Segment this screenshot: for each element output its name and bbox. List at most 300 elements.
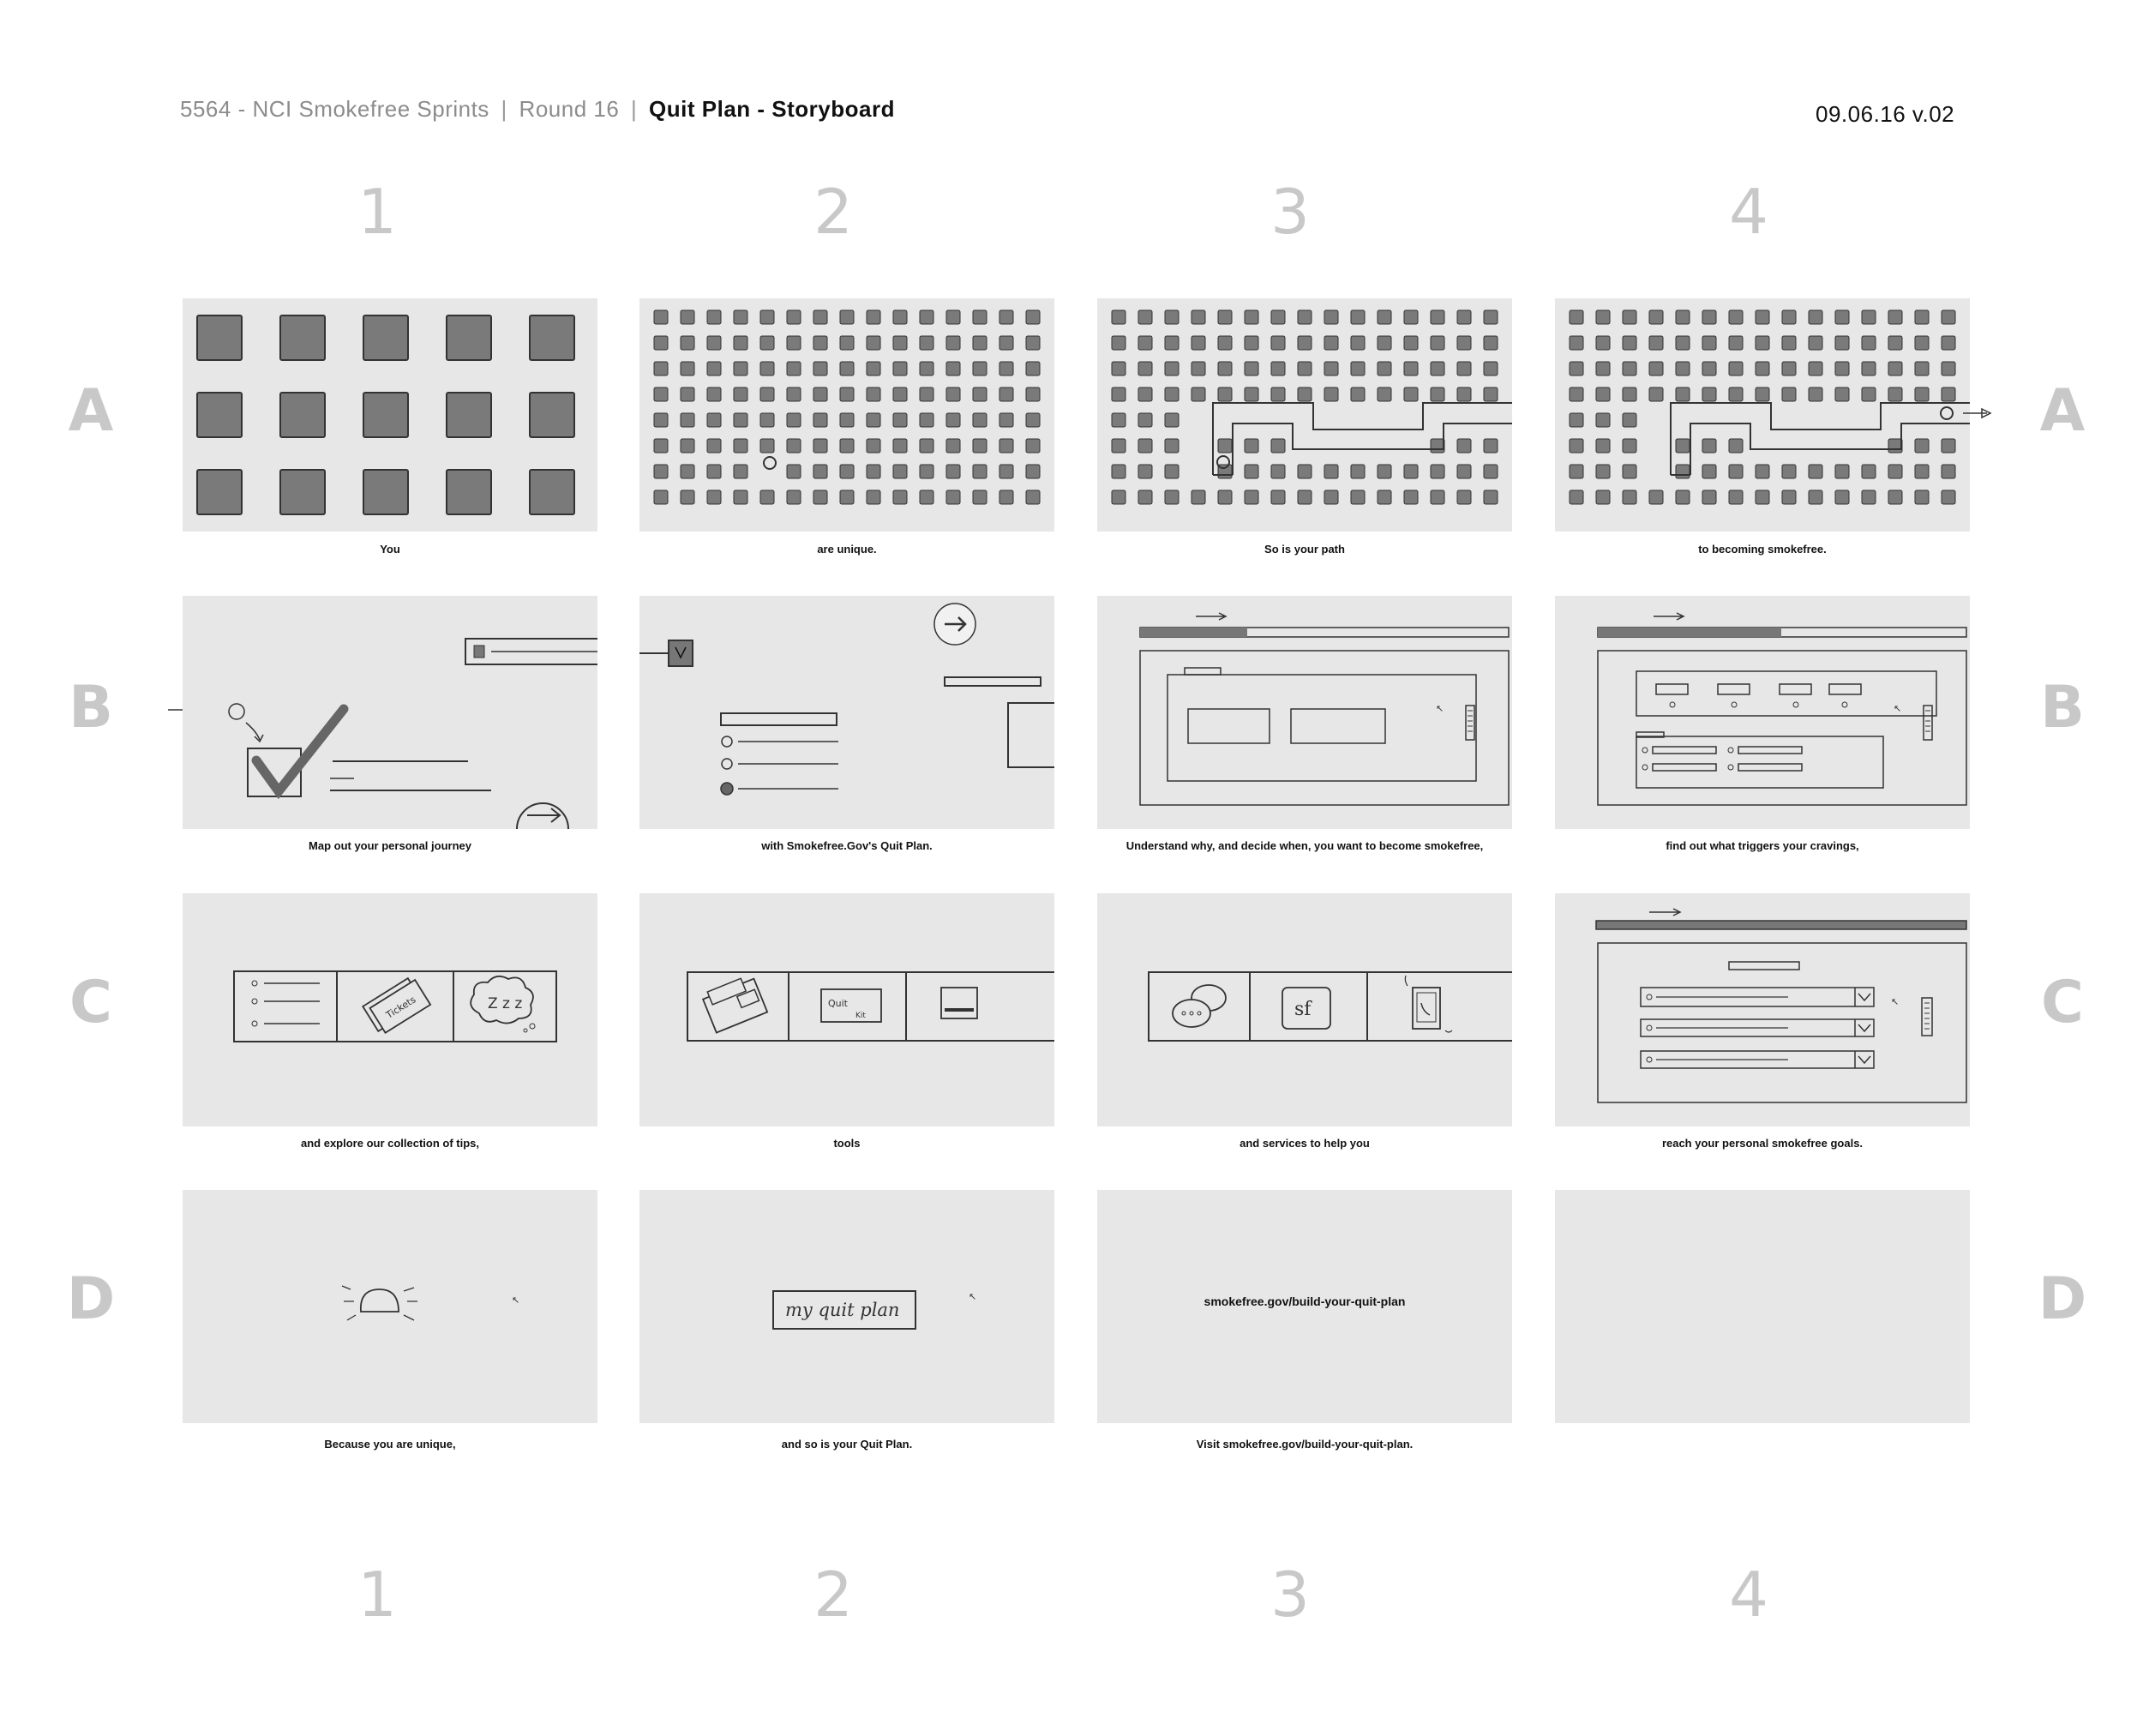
grid-square <box>1570 310 1583 324</box>
grid-square <box>1623 439 1636 453</box>
grid-square <box>1676 362 1690 375</box>
grid-square <box>999 310 1013 324</box>
laptop-screen-icon <box>941 988 977 1018</box>
row-label-A: A <box>68 377 114 445</box>
small-squares-grid <box>639 298 1054 532</box>
grid-square <box>1862 490 1876 504</box>
grid-square <box>1942 336 1955 350</box>
quit-kit-label-2: Kit <box>855 1012 866 1020</box>
grid-square <box>1271 336 1285 350</box>
grid-square <box>946 439 960 453</box>
grid-square <box>973 310 987 324</box>
grid-square <box>920 336 933 350</box>
grid-square <box>1782 465 1796 478</box>
grid-square <box>1702 387 1716 401</box>
grid-square <box>1702 465 1716 478</box>
grid-square <box>1649 490 1663 504</box>
grid-square <box>1835 387 1849 401</box>
grid-square <box>1942 439 1955 453</box>
panel-B3 <box>1097 596 1512 829</box>
grid-square <box>973 439 987 453</box>
grid-square <box>1218 362 1232 375</box>
grid-square <box>1378 336 1391 350</box>
grid-square <box>1192 490 1205 504</box>
grid-square <box>447 315 491 360</box>
side-card <box>1008 703 1054 767</box>
quit-kit-icon <box>821 989 881 1022</box>
path-squares-grid <box>1555 298 1970 532</box>
tickets-label: Tickets <box>384 994 418 1021</box>
grid-square <box>707 465 721 478</box>
panel-A1 <box>183 298 597 532</box>
grid-square <box>760 439 774 453</box>
grid-square <box>1112 413 1126 427</box>
grid-square <box>681 465 694 478</box>
panel-D4 <box>1555 1190 1970 1423</box>
grid-square <box>1756 490 1769 504</box>
grid-square <box>787 413 801 427</box>
grid-square <box>707 310 721 324</box>
grid-square <box>1271 310 1285 324</box>
grid-square <box>1112 310 1126 324</box>
round-label: Round 16 <box>519 96 620 122</box>
grid-square <box>999 413 1013 427</box>
grid-square <box>1138 310 1152 324</box>
grid-square <box>1676 336 1690 350</box>
grid-square <box>1138 362 1152 375</box>
grid-square <box>654 413 668 427</box>
grid-square <box>1457 336 1471 350</box>
grid-square <box>1026 362 1040 375</box>
grid-square <box>1782 490 1796 504</box>
grid-square <box>1809 336 1822 350</box>
list-icon <box>252 981 320 1026</box>
grid-square <box>1165 387 1179 401</box>
panel-C4 <box>1555 893 1970 1126</box>
grid-square <box>840 490 854 504</box>
grid-square <box>1351 465 1365 478</box>
grid-square <box>1570 413 1583 427</box>
grid-square <box>734 310 747 324</box>
grid-square <box>1026 413 1040 427</box>
grid-square <box>760 387 774 401</box>
grid-square <box>787 465 801 478</box>
grid-square <box>1756 336 1769 350</box>
path-squares-grid <box>1097 298 1512 532</box>
grid-square <box>920 439 933 453</box>
goal-dropdown <box>1641 988 1874 1006</box>
grid-square <box>1729 387 1743 401</box>
tools-carousel-sketch <box>639 893 1054 1126</box>
progress-fill <box>1598 628 1781 637</box>
grid-square <box>787 310 801 324</box>
grid-square <box>1298 362 1312 375</box>
grid-square <box>1596 413 1610 427</box>
checklist-sketch <box>183 596 597 829</box>
cursor-dot-icon <box>229 704 244 719</box>
caption-A1: You <box>380 543 400 556</box>
grid-square <box>1782 362 1796 375</box>
services-carousel-sketch <box>1097 893 1512 1126</box>
goal-dropdown <box>1641 1051 1874 1068</box>
grid-square <box>867 413 880 427</box>
grid-square <box>1676 465 1690 478</box>
grid-square <box>1649 387 1663 401</box>
grid-square <box>654 362 668 375</box>
grid-square <box>1026 387 1040 401</box>
grid-square <box>1862 465 1876 478</box>
grid-square <box>654 387 668 401</box>
grid-square <box>1484 490 1498 504</box>
grid-square <box>1112 387 1126 401</box>
grid-square <box>1835 310 1849 324</box>
grid-square <box>363 315 408 360</box>
grid-square <box>813 490 827 504</box>
grid-square <box>1596 387 1610 401</box>
grid-square <box>999 387 1013 401</box>
grid-square <box>1026 310 1040 324</box>
grid-square <box>1112 439 1126 453</box>
grid-square <box>973 336 987 350</box>
grid-square <box>1942 465 1955 478</box>
grid-square <box>1298 465 1312 478</box>
grid-square <box>1404 465 1418 478</box>
grid-square <box>999 465 1013 478</box>
grid-square <box>1570 362 1583 375</box>
grid-square <box>1138 413 1152 427</box>
grid-square <box>197 315 242 360</box>
row-label-D-right: D <box>2038 1265 2087 1333</box>
grid-square <box>1431 336 1444 350</box>
grid-square <box>813 439 827 453</box>
grid-square <box>197 470 242 514</box>
grid-square <box>813 310 827 324</box>
wallet-icon <box>701 974 767 1032</box>
grid-square <box>1623 465 1636 478</box>
goals-heading <box>1729 962 1799 970</box>
grid-square <box>813 362 827 375</box>
caption-B4: find out what triggers your cravings, <box>1666 839 1859 852</box>
column-label-3-bottom: 3 <box>1270 1559 1310 1631</box>
grid-square <box>734 336 747 350</box>
grid-square <box>1192 310 1205 324</box>
grid-square <box>867 387 880 401</box>
grid-square <box>920 413 933 427</box>
grid-square <box>1457 439 1471 453</box>
grid-square <box>681 310 694 324</box>
grid-square <box>840 439 854 453</box>
arrow-right-icon <box>1196 613 1226 620</box>
grid-square <box>1942 362 1955 375</box>
grid-square <box>1782 336 1796 350</box>
date-version: 09.06.16 v.02 <box>1816 101 1955 127</box>
grid-square <box>280 393 325 437</box>
grid-square <box>1324 465 1338 478</box>
grid-square <box>1165 310 1179 324</box>
grid-square <box>734 362 747 375</box>
grid-square <box>1138 387 1152 401</box>
project-name: 5564 - NCI Smokefree Sprints <box>180 96 489 122</box>
grid-square <box>920 310 933 324</box>
caption-B3: Understand why, and decide when, you want to become smokefree, <box>1126 839 1484 852</box>
grid-square <box>1138 490 1152 504</box>
grid-square <box>681 490 694 504</box>
grid-square <box>654 336 668 350</box>
grid-square <box>840 387 854 401</box>
scroll-handle <box>1922 998 1932 1036</box>
grid-square <box>1623 387 1636 401</box>
caption-C2: tools <box>833 1137 861 1150</box>
grid-square <box>1676 310 1690 324</box>
grid-square <box>1676 439 1690 453</box>
grid-square <box>1888 310 1902 324</box>
grid-square <box>681 362 694 375</box>
grid-square <box>787 336 801 350</box>
grid-square <box>197 393 242 437</box>
arrow-right-icon <box>1649 909 1680 916</box>
grid-square <box>1915 310 1929 324</box>
grid-square <box>1324 310 1338 324</box>
grid-square <box>893 413 907 427</box>
grid-square <box>813 465 827 478</box>
grid-square <box>280 470 325 514</box>
grid-square <box>1623 310 1636 324</box>
radio-selected-icon <box>721 783 733 795</box>
header-separator: | <box>501 96 507 122</box>
grid-square <box>1404 362 1418 375</box>
grid-square <box>1404 310 1418 324</box>
column-label-4-bottom: 4 <box>1729 1559 1768 1631</box>
grid-square <box>1457 387 1471 401</box>
panel-C1 <box>183 893 597 1126</box>
grid-square <box>1324 490 1338 504</box>
radio-option-icon <box>722 759 732 769</box>
grid-square <box>999 439 1013 453</box>
grid-square <box>760 413 774 427</box>
grid-square <box>1112 336 1126 350</box>
grid-square <box>1756 362 1769 375</box>
sf-logo-icon <box>1282 988 1330 1029</box>
grid-square <box>530 393 574 437</box>
cursor-icon: ↖ <box>1436 703 1444 714</box>
grid-square <box>1862 387 1876 401</box>
chevron-down-icon <box>1858 1056 1870 1063</box>
grid-square <box>1835 490 1849 504</box>
grid-square <box>1915 336 1929 350</box>
grid-square <box>973 490 987 504</box>
my-quit-plan-text: my quit plan <box>785 1300 900 1320</box>
modal-frame <box>1140 651 1509 805</box>
grid-square <box>813 336 827 350</box>
grid-square <box>1271 465 1285 478</box>
grid-square <box>1404 490 1418 504</box>
grid-square <box>1484 362 1498 375</box>
grid-square <box>530 470 574 514</box>
grid-square <box>920 387 933 401</box>
progress-bar-complete <box>1596 921 1966 929</box>
grid-square <box>1378 465 1391 478</box>
grid-square <box>1165 439 1179 453</box>
grid-square <box>1351 336 1365 350</box>
grid-square <box>840 362 854 375</box>
grid-square <box>654 439 668 453</box>
grid-square <box>840 413 854 427</box>
grid-square <box>1431 310 1444 324</box>
grid-square <box>1942 490 1955 504</box>
chevron-down-icon <box>1858 1024 1870 1031</box>
grid-square <box>840 310 854 324</box>
grid-square <box>1378 387 1391 401</box>
grid-square <box>1888 362 1902 375</box>
grid-square <box>1596 362 1610 375</box>
grid-square <box>1245 362 1258 375</box>
panel-B4 <box>1555 596 1970 829</box>
grid-square <box>1245 465 1258 478</box>
grid-square <box>734 465 747 478</box>
grid-square <box>893 490 907 504</box>
grid-square <box>1623 362 1636 375</box>
grid-square <box>1809 310 1822 324</box>
grid-square <box>707 490 721 504</box>
grid-square <box>1112 465 1126 478</box>
grid-square <box>893 336 907 350</box>
grid-square <box>1271 439 1285 453</box>
grid-square <box>447 393 491 437</box>
grid-square <box>1271 387 1285 401</box>
column-label-3: 3 <box>1270 176 1310 248</box>
panel-A2 <box>639 298 1054 532</box>
grid-square <box>1431 490 1444 504</box>
grid-square <box>813 387 827 401</box>
grid-square <box>999 336 1013 350</box>
caption-C3: and services to help you <box>1240 1137 1370 1150</box>
grid-square <box>1218 387 1232 401</box>
grid-square <box>1271 490 1285 504</box>
grid-square <box>1729 465 1743 478</box>
grid-square <box>973 362 987 375</box>
grid-square <box>1570 336 1583 350</box>
grid-square <box>813 413 827 427</box>
grid-square <box>1915 387 1929 401</box>
grid-square <box>1570 490 1583 504</box>
panel-A4 <box>1555 298 1970 532</box>
panel-D1 <box>183 1190 597 1423</box>
grid-square <box>1649 336 1663 350</box>
grid-square <box>681 413 694 427</box>
grid-square <box>946 465 960 478</box>
grid-square <box>867 362 880 375</box>
grid-square <box>1702 336 1716 350</box>
grid-square <box>1570 387 1583 401</box>
my-quit-plan-sketch <box>639 1190 1054 1423</box>
grid-square <box>363 470 408 514</box>
grid-square <box>707 439 721 453</box>
grid-square <box>867 490 880 504</box>
grid-square <box>1457 465 1471 478</box>
glowing-dot-sketch <box>183 1190 597 1423</box>
grid-square <box>363 393 408 437</box>
grid-square <box>893 362 907 375</box>
grid-square <box>1915 465 1929 478</box>
grid-square <box>280 315 325 360</box>
row-label-B-right: B <box>2040 674 2085 742</box>
grid-square <box>973 465 987 478</box>
caption-D1: Because you are unique, <box>324 1438 456 1451</box>
grid-square <box>1596 490 1610 504</box>
grid-square <box>1026 490 1040 504</box>
grid-square <box>1378 490 1391 504</box>
option-box <box>1291 709 1385 743</box>
grid-square <box>1138 336 1152 350</box>
grid-square <box>973 413 987 427</box>
cursor-icon: ↖ <box>512 1294 520 1306</box>
grid-square <box>1729 362 1743 375</box>
radio-option-icon <box>722 736 732 747</box>
sunrise-icon <box>361 1289 399 1312</box>
caption-C4: reach your personal smokefree goals. <box>1661 1137 1864 1150</box>
grid-square <box>893 439 907 453</box>
grid-square <box>1298 387 1312 401</box>
grid-square <box>787 362 801 375</box>
column-label-1: 1 <box>357 176 397 248</box>
grid-square <box>447 470 491 514</box>
grid-square <box>654 490 668 504</box>
caption-A4: to becoming smokefree. <box>1698 543 1827 556</box>
grid-square <box>1596 336 1610 350</box>
column-label-1-bottom: 1 <box>357 1559 397 1631</box>
panel-C3 <box>1097 893 1512 1126</box>
grid-square <box>1192 387 1205 401</box>
grid-square <box>920 490 933 504</box>
text-field <box>945 677 1041 686</box>
panel-D2 <box>639 1190 1054 1423</box>
grid-square <box>1570 439 1583 453</box>
grid-square <box>707 336 721 350</box>
chat-bubbles-icon <box>1173 985 1226 1027</box>
grid-square <box>1862 362 1876 375</box>
grid-square <box>1138 439 1152 453</box>
grid-square <box>1112 362 1126 375</box>
grid-square <box>1915 490 1929 504</box>
grid-square <box>1835 362 1849 375</box>
grid-square <box>1676 387 1690 401</box>
caption-D2: and so is your Quit Plan. <box>781 1438 913 1451</box>
grid-square <box>1888 387 1902 401</box>
row-label-B: B <box>69 674 113 742</box>
grid-square <box>867 336 880 350</box>
row-label-A-right: A <box>2039 377 2086 445</box>
dropdown-chevron-icon <box>669 640 693 666</box>
progress-fill <box>1140 628 1247 637</box>
grid-square <box>1782 387 1796 401</box>
grid-square <box>1596 465 1610 478</box>
panel-A3 <box>1097 298 1512 532</box>
grid-square <box>734 490 747 504</box>
document-header <box>180 96 895 123</box>
caption-D3: Visit smokefree.gov/build-your-quit-plan. <box>1196 1438 1414 1451</box>
grid-square <box>1835 465 1849 478</box>
grid-square <box>1026 465 1040 478</box>
grid-square <box>1431 362 1444 375</box>
grid-square <box>1245 336 1258 350</box>
grid-square <box>1404 387 1418 401</box>
grid-square <box>1623 336 1636 350</box>
grid-square <box>1782 310 1796 324</box>
card-tab <box>1185 668 1221 675</box>
grid-square <box>707 387 721 401</box>
cursor-icon: ↖ <box>1891 996 1900 1007</box>
grid-square <box>1888 490 1902 504</box>
